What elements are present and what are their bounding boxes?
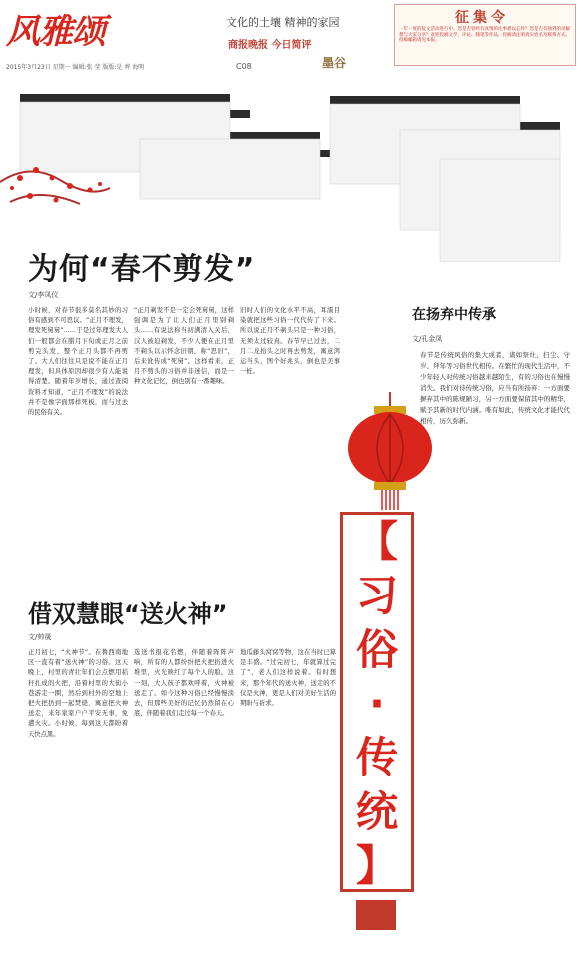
roof-illustration	[0, 92, 580, 262]
feature-label: 【 习 俗 · 传 统 】	[355, 517, 398, 890]
paper-brand	[228, 36, 311, 51]
page-number: C08	[236, 62, 252, 71]
article2-col2: 选送书报花名燃，伴随着阵阵声响，所有的人都纷纷把火把扔进火堆里，火光映红了每个人的脸。这一刻，大人孩子都欢呼着，火神被送走了。如今这种习俗已经慢慢淡去，但那些美好的记忆仍然留在心底，伴随着我们走过每一个春天。	[134, 649, 234, 718]
side-article-body: 春节是传统风俗的集大成者，诸如祭灶、扫尘、守岁、拜年等习俗世代相传。在繁忙的现代生活中，不少年轻人对传统习俗越来越陌生，有的习俗也在慢慢消失。我们对待传统习俗，应当有所扬弃：一方面要摒弃其中的陈规陋习，另一方面要保留其中的精华，赋予其新的时代内涵。唯有如此，传统文化才能代代相传，历久弥新。	[420, 351, 570, 425]
issue-info: 2015年3月23日 星期一 编辑:张 莹 版版:是 葬 海明	[6, 64, 145, 71]
side-article-title: 在扬弃中传承	[412, 307, 496, 323]
page-header	[0, 0, 580, 92]
notice-title: 征集令	[455, 10, 509, 26]
article2-author: 文/帅晟	[28, 633, 52, 641]
tagline: 文化的土壤 精神的家园	[226, 16, 340, 29]
side-article-author: 文/孔金凤	[412, 335, 443, 343]
article1-col3: 旧时人们的文化水平不高，耳濡目染就把这些习俗一代代传了下来。所以说正月不剃头只是一种习俗，无须太过较真。春节早已过去，二月二龙抬头之时再去剪发，寓意鸿运当头，图个好兆头，倒也是美事一桩。	[240, 307, 340, 376]
paper-logo: 墨谷	[322, 56, 347, 70]
article1-col2: “正月剃发不是一定会死舅舅，这样强调是为了让人们正月里别剃头……有说法称当初满清入关后，汉人被迫剃发，不少人便在正月里不剃头以示怀念旧朝，称“思旧”，后来讹传成“死舅”。这样看来，正月不剪头的习俗并非迷信，而是一种文化记忆，倒也别有一番趣味。	[134, 307, 234, 386]
notice-body: 一年一度的征文活动进行中。您是否曾经有真情的往事难以忘怀？您是否有独到的见解想与大家分享？欢迎投稿文学、评论、随笔等作品，投稿请注明真实姓名及联系方式。投稿邮箱请见本报。	[399, 27, 570, 43]
masthead: 风雅颂	[6, 12, 105, 52]
article2-col1: 正月初七，“火神节”。在鲁西南地区一直有着“送火神”的习俗。这天晚上，村里的青壮年们会点燃用秸秆扎成的火把，沿着村里的大街小巷游走一圈，然后到村外的空地上把火把扔到一起焚烧，寓意把火神送走，来年家家户户平安无事，免遭火灾。小时候，每到这天都盼着天快点黑。	[28, 649, 128, 738]
lantern-icon	[344, 392, 436, 512]
article1-col1: 小时候，对春节很多莫名其妙的习俗有感到不可思议。“正月不理发，理发死舅舅”……于是过年理发大人们一般都会在腊月下旬或正月之前剪完头发，整个正月头都不再剪了。大人们往往只是说不能在正月理发，但具体原因却很少有人能说得清楚。随着年岁增长，通过查阅资料才知道，“正月不理发”的说法并不是像字面那样死板，而与过去的民俗有关。	[28, 307, 128, 417]
feature-label-box	[340, 512, 414, 892]
notice-box	[394, 4, 576, 66]
article2-col3: 地瓜藤头窝窝等物，这在当时已算是丰盛。“过完初七，年就算过完了”，老人们这样说着。有时想来，那个年代的送火神，送走的不仅是火神，更是人们对美好生活的期盼与祈求。	[240, 649, 336, 708]
seal-stamp	[356, 900, 396, 930]
article2-title: 借双慧眼“送火神”	[28, 600, 228, 628]
article1-author: 文/李凤仪	[28, 291, 59, 299]
section-name: 今日简评	[271, 40, 312, 51]
article1-title: 为何“春不剪发”	[28, 252, 256, 287]
paper-name: 商报晚报	[228, 40, 268, 51]
